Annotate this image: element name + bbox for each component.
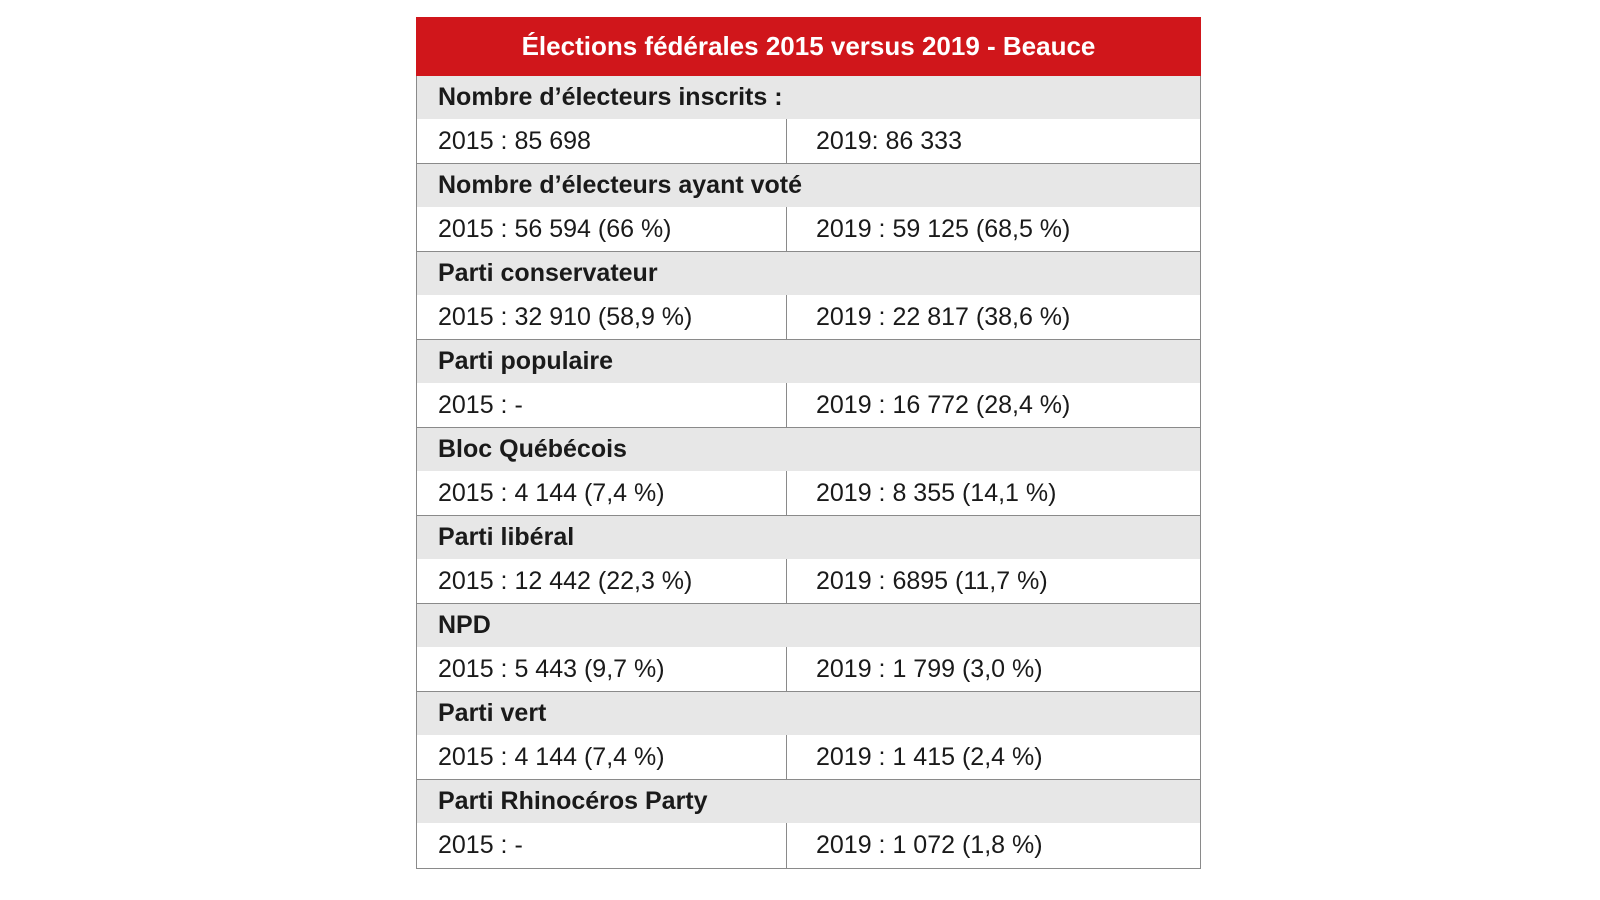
- section-voters-who-voted: [417, 164, 1200, 252]
- value-2019: 2019 : 8 355 (14,1 %): [816, 478, 1057, 507]
- value-2019: 2019 : 1 415 (2,4 %): [816, 742, 1043, 771]
- section-rhinoceros: [417, 780, 1200, 868]
- value-2019: 2019 : 6895 (11,7 %): [816, 566, 1048, 595]
- section-values-row: [417, 295, 1200, 340]
- value-2019: 2019 : 16 772 (28,4 %): [816, 390, 1071, 419]
- section-npd: [417, 604, 1200, 692]
- section-header: Parti libéral: [417, 516, 1200, 559]
- value-2019: 2019 : 59 125 (68,5 %): [816, 214, 1071, 243]
- value-2019: 2019: 86 333: [816, 126, 962, 155]
- section-bloc-quebecois: [417, 428, 1200, 516]
- section-header: Bloc Québécois: [417, 428, 1200, 471]
- section-liberal: [417, 516, 1200, 604]
- value-2015: 2015 : 5 443 (9,7 %): [417, 647, 787, 691]
- section-header: NPD: [417, 604, 1200, 647]
- section-header: Parti populaire: [417, 340, 1200, 383]
- section-header: Parti Rhinocéros Party: [417, 780, 1200, 823]
- section-header: Parti conservateur: [417, 252, 1200, 295]
- section-values-row: [417, 119, 1200, 164]
- value-2015: 2015 : 4 144 (7,4 %): [417, 471, 787, 515]
- section-values-row: [417, 383, 1200, 428]
- section-values-row: [417, 647, 1200, 692]
- value-2019: 2019 : 1 799 (3,0 %): [816, 654, 1043, 683]
- value-2019: 2019 : 22 817 (38,6 %): [816, 302, 1071, 331]
- section-vert: [417, 692, 1200, 780]
- value-2015: 2015 : -: [417, 823, 787, 868]
- value-2015: 2015 : 56 594 (66 %): [417, 207, 787, 251]
- section-values-row: [417, 559, 1200, 604]
- value-2015: 2015 : 12 442 (22,3 %): [417, 559, 787, 603]
- value-2019: 2019 : 1 072 (1,8 %): [816, 831, 1043, 859]
- table-title: Élections fédérales 2015 versus 2019 - Beauce: [416, 17, 1201, 76]
- value-2015: 2015 : 4 144 (7,4 %): [417, 735, 787, 779]
- value-2015: 2015 : 32 910 (58,9 %): [417, 295, 787, 339]
- section-conservative: [417, 252, 1200, 340]
- section-values-row: [417, 823, 1200, 868]
- section-header: Nombre d’électeurs inscrits :: [417, 76, 1200, 119]
- value-2015: 2015 : 85 698: [417, 119, 787, 163]
- section-values-row: [417, 471, 1200, 516]
- section-header: Nombre d’électeurs ayant voté: [417, 164, 1200, 207]
- section-header: Parti vert: [417, 692, 1200, 735]
- section-values-row: [417, 735, 1200, 780]
- section-values-row: [417, 207, 1200, 252]
- section-registered-voters: [417, 76, 1200, 164]
- election-results-table: [416, 17, 1201, 869]
- value-2015: 2015 : -: [417, 383, 787, 427]
- section-populaire: [417, 340, 1200, 428]
